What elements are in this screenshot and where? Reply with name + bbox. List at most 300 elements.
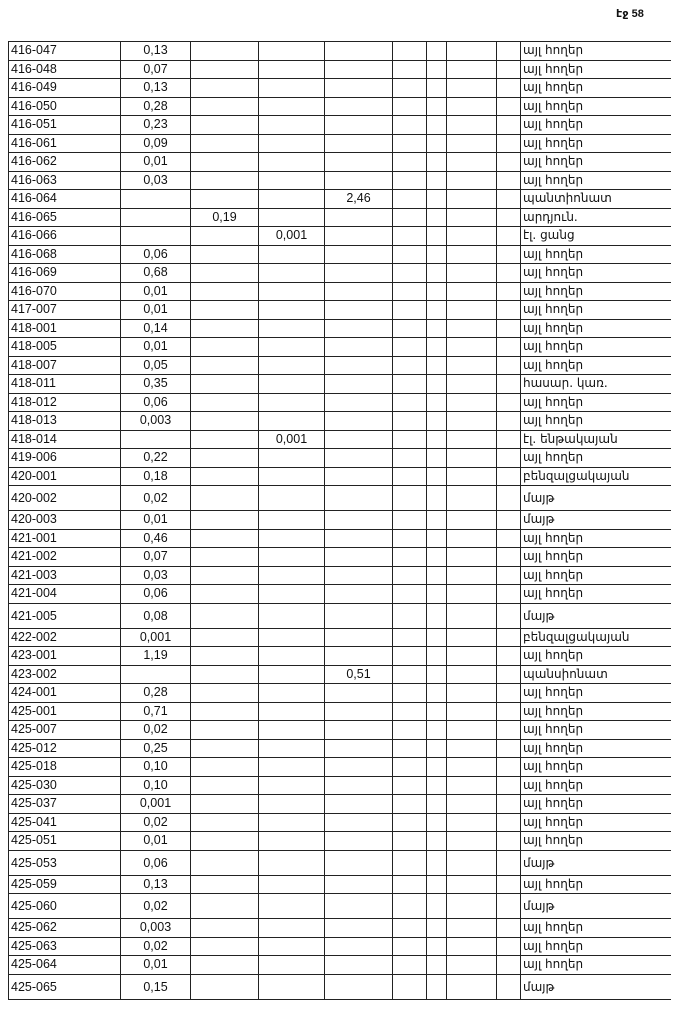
area-col-3-cell [259, 486, 325, 511]
empty-cell [427, 412, 447, 431]
parcel-code-cell: 416-062 [9, 153, 121, 172]
parcel-code-cell: 416-066 [9, 227, 121, 246]
land-use-cell: այլ հողեր [521, 758, 671, 777]
area-col-3-cell [259, 702, 325, 721]
area-col-4-cell [325, 116, 393, 135]
land-use-cell: այլ հողեր [521, 795, 671, 814]
empty-cell [497, 702, 521, 721]
area-col-3-cell [259, 301, 325, 320]
area-col-2-cell [191, 393, 259, 412]
empty-cell [393, 430, 427, 449]
area-col-2-cell [191, 116, 259, 135]
empty-cell [447, 486, 497, 511]
empty-cell [393, 356, 427, 375]
empty-cell [427, 665, 447, 684]
table-row [9, 42, 671, 61]
table-row [9, 356, 671, 375]
empty-cell [447, 628, 497, 647]
land-use-cell: հասար. կառ. [521, 375, 671, 394]
empty-cell [447, 227, 497, 246]
area-col-1-cell: 0,02 [121, 486, 191, 511]
table-row [9, 702, 671, 721]
empty-cell [447, 665, 497, 684]
empty-cell [427, 603, 447, 628]
table-row [9, 832, 671, 851]
area-col-2-cell [191, 603, 259, 628]
area-col-4-cell [325, 79, 393, 98]
parcel-code-cell: 417-007 [9, 301, 121, 320]
empty-cell [497, 375, 521, 394]
land-use-cell: այլ հողեր [521, 338, 671, 357]
table-row [9, 430, 671, 449]
area-col-3-cell [259, 875, 325, 894]
empty-cell [497, 647, 521, 666]
empty-cell [393, 449, 427, 468]
empty-cell [447, 795, 497, 814]
area-col-4-cell [325, 412, 393, 431]
area-col-4-cell [325, 282, 393, 301]
table-row [9, 795, 671, 814]
table-row [9, 937, 671, 956]
empty-cell [427, 684, 447, 703]
area-col-4-cell [325, 245, 393, 264]
empty-cell [447, 116, 497, 135]
area-col-4-cell [325, 97, 393, 116]
empty-cell [393, 850, 427, 875]
empty-cell [447, 282, 497, 301]
area-col-3-cell [259, 894, 325, 919]
area-col-4-cell [325, 813, 393, 832]
table-row [9, 511, 671, 530]
land-use-cell: այլ հողեր [521, 412, 671, 431]
empty-cell [447, 338, 497, 357]
area-col-1-cell: 0,01 [121, 153, 191, 172]
land-use-cell: այլ հողեր [521, 171, 671, 190]
area-col-2-cell [191, 566, 259, 585]
area-col-2-cell [191, 585, 259, 604]
land-use-cell: այլ հողեր [521, 919, 671, 938]
empty-cell [393, 647, 427, 666]
empty-cell [447, 190, 497, 209]
area-col-2-cell [191, 338, 259, 357]
area-col-4-cell [325, 356, 393, 375]
area-col-4-cell [325, 60, 393, 79]
parcel-code-cell: 421-005 [9, 603, 121, 628]
empty-cell [427, 79, 447, 98]
land-use-cell: այլ հողեր [521, 153, 671, 172]
area-col-1-cell: 0,02 [121, 937, 191, 956]
area-col-3-cell [259, 393, 325, 412]
area-col-2-cell [191, 647, 259, 666]
parcel-code-cell: 419-006 [9, 449, 121, 468]
area-col-1-cell: 0,01 [121, 282, 191, 301]
area-col-1-cell: 0,03 [121, 171, 191, 190]
area-col-1-cell: 0,28 [121, 684, 191, 703]
empty-cell [393, 486, 427, 511]
area-col-3-cell [259, 264, 325, 283]
empty-cell [497, 529, 521, 548]
parcel-code-cell: 420-001 [9, 467, 121, 486]
empty-cell [427, 301, 447, 320]
area-col-1-cell: 0,003 [121, 412, 191, 431]
empty-cell [393, 412, 427, 431]
empty-cell [447, 566, 497, 585]
table-row [9, 647, 671, 666]
parcel-code-cell: 425-060 [9, 894, 121, 919]
parcel-code-cell: 418-014 [9, 430, 121, 449]
empty-cell [427, 894, 447, 919]
empty-cell [497, 585, 521, 604]
area-col-2-cell [191, 171, 259, 190]
empty-cell [447, 647, 497, 666]
area-col-4-cell [325, 467, 393, 486]
empty-cell [393, 875, 427, 894]
empty-cell [497, 486, 521, 511]
empty-cell [427, 795, 447, 814]
empty-cell [427, 486, 447, 511]
table-row [9, 758, 671, 777]
empty-cell [497, 875, 521, 894]
area-col-3-cell [259, 585, 325, 604]
parcel-code-cell: 416-068 [9, 245, 121, 264]
empty-cell [393, 702, 427, 721]
area-col-4-cell [325, 486, 393, 511]
empty-cell [447, 153, 497, 172]
empty-cell [393, 937, 427, 956]
land-use-cell: այլ հողեր [521, 937, 671, 956]
land-use-cell: այլ հողեր [521, 79, 671, 98]
parcel-code-cell: 425-062 [9, 919, 121, 938]
area-col-1-cell: 0,28 [121, 97, 191, 116]
empty-cell [393, 42, 427, 61]
empty-cell [447, 264, 497, 283]
table-row [9, 227, 671, 246]
table-row [9, 208, 671, 227]
empty-cell [497, 282, 521, 301]
area-col-2-cell [191, 795, 259, 814]
table-row [9, 603, 671, 628]
parcel-code-cell: 425-037 [9, 795, 121, 814]
area-col-1-cell: 0,10 [121, 758, 191, 777]
area-col-1-cell: 0,07 [121, 60, 191, 79]
area-col-3-cell [259, 356, 325, 375]
empty-cell [393, 97, 427, 116]
area-col-4-cell [325, 739, 393, 758]
empty-cell [427, 356, 447, 375]
area-col-4-cell [325, 795, 393, 814]
area-col-4-cell [325, 548, 393, 567]
parcel-code-cell: 421-003 [9, 566, 121, 585]
area-col-1-cell: 0,35 [121, 375, 191, 394]
land-use-cell: այլ հողեր [521, 42, 671, 61]
area-col-3-cell [259, 665, 325, 684]
empty-cell [427, 702, 447, 721]
empty-cell [497, 665, 521, 684]
area-col-3-cell [259, 412, 325, 431]
table-row [9, 134, 671, 153]
empty-cell [393, 776, 427, 795]
area-col-1-cell: 0,23 [121, 116, 191, 135]
area-col-2-cell [191, 153, 259, 172]
area-col-2-cell [191, 449, 259, 468]
land-use-cell: այլ հողեր [521, 116, 671, 135]
empty-cell [427, 739, 447, 758]
area-col-4-cell [325, 264, 393, 283]
area-col-3-cell: 0,001 [259, 227, 325, 246]
area-col-1-cell: 0,13 [121, 42, 191, 61]
empty-cell [447, 430, 497, 449]
area-col-2-cell [191, 758, 259, 777]
area-col-3-cell [259, 603, 325, 628]
area-col-3-cell [259, 245, 325, 264]
empty-cell [447, 739, 497, 758]
area-col-1-cell: 1,19 [121, 647, 191, 666]
parcel-code-cell: 425-018 [9, 758, 121, 777]
empty-cell [393, 684, 427, 703]
area-col-2-cell [191, 356, 259, 375]
area-col-2-cell [191, 42, 259, 61]
empty-cell [393, 319, 427, 338]
empty-cell [497, 245, 521, 264]
area-col-3-cell [259, 647, 325, 666]
table-row [9, 338, 671, 357]
empty-cell [393, 264, 427, 283]
land-use-cell: այլ հողեր [521, 684, 671, 703]
empty-cell [393, 832, 427, 851]
area-col-2-cell [191, 684, 259, 703]
empty-cell [447, 721, 497, 740]
area-col-1-cell: 0,03 [121, 566, 191, 585]
area-col-4-cell [325, 319, 393, 338]
empty-cell [447, 832, 497, 851]
area-col-4-cell: 0,51 [325, 665, 393, 684]
empty-cell [497, 937, 521, 956]
empty-cell [447, 974, 497, 999]
area-col-2-cell [191, 301, 259, 320]
area-col-2-cell [191, 486, 259, 511]
area-col-4-cell [325, 875, 393, 894]
empty-cell [497, 850, 521, 875]
area-col-1-cell: 0,13 [121, 875, 191, 894]
table-row [9, 721, 671, 740]
parcel-code-cell: 416-064 [9, 190, 121, 209]
parcel-code-cell: 416-047 [9, 42, 121, 61]
empty-cell [427, 282, 447, 301]
empty-cell [447, 60, 497, 79]
area-col-2-cell [191, 665, 259, 684]
empty-cell [427, 430, 447, 449]
table-row [9, 153, 671, 172]
empty-cell [497, 60, 521, 79]
land-use-cell: այլ հողեր [521, 566, 671, 585]
area-col-2-cell [191, 702, 259, 721]
parcel-code-cell: 425-053 [9, 850, 121, 875]
empty-cell [497, 449, 521, 468]
area-col-1-cell [121, 430, 191, 449]
parcel-code-cell: 418-001 [9, 319, 121, 338]
empty-cell [447, 603, 497, 628]
area-col-4-cell [325, 758, 393, 777]
land-use-cell: էլ. ենթակայան [521, 430, 671, 449]
empty-cell [427, 566, 447, 585]
area-col-1-cell: 0,06 [121, 393, 191, 412]
parcel-code-cell: 418-007 [9, 356, 121, 375]
area-col-3-cell [259, 956, 325, 975]
empty-cell [497, 721, 521, 740]
empty-cell [427, 919, 447, 938]
parcel-code-cell: 423-001 [9, 647, 121, 666]
area-col-3-cell [259, 684, 325, 703]
empty-cell [427, 449, 447, 468]
empty-cell [447, 467, 497, 486]
empty-cell [427, 60, 447, 79]
empty-cell [497, 684, 521, 703]
empty-cell [497, 956, 521, 975]
area-col-3-cell [259, 566, 325, 585]
table-body [9, 42, 671, 1000]
empty-cell [497, 134, 521, 153]
empty-cell [427, 393, 447, 412]
area-col-4-cell [325, 449, 393, 468]
area-col-4-cell [325, 393, 393, 412]
empty-cell [497, 171, 521, 190]
parcel-code-cell: 416-051 [9, 116, 121, 135]
empty-cell [497, 548, 521, 567]
area-col-2-cell [191, 412, 259, 431]
empty-cell [393, 116, 427, 135]
empty-cell [427, 375, 447, 394]
empty-cell [497, 467, 521, 486]
area-col-4-cell [325, 850, 393, 875]
area-col-4-cell [325, 566, 393, 585]
area-col-2-cell [191, 529, 259, 548]
area-col-1-cell: 0,06 [121, 850, 191, 875]
area-col-4-cell [325, 974, 393, 999]
table-row [9, 813, 671, 832]
table-row [9, 264, 671, 283]
parcel-code-cell: 420-003 [9, 511, 121, 530]
empty-cell [393, 190, 427, 209]
table-row [9, 665, 671, 684]
parcel-code-cell: 416-070 [9, 282, 121, 301]
area-col-4-cell [325, 628, 393, 647]
table-row [9, 776, 671, 795]
area-col-3-cell [259, 529, 325, 548]
empty-cell [447, 850, 497, 875]
area-col-3-cell [259, 850, 325, 875]
area-col-2-cell [191, 832, 259, 851]
land-use-cell: այլ հողեր [521, 529, 671, 548]
empty-cell [447, 548, 497, 567]
empty-cell [497, 153, 521, 172]
land-use-cell: այլ հողեր [521, 702, 671, 721]
area-col-2-cell [191, 894, 259, 919]
empty-cell [447, 449, 497, 468]
area-col-2-cell [191, 919, 259, 938]
empty-cell [447, 702, 497, 721]
empty-cell [497, 356, 521, 375]
page-number: էջ 58 [616, 8, 644, 20]
parcel-code-cell: 421-004 [9, 585, 121, 604]
area-col-1-cell: 0,18 [121, 467, 191, 486]
area-col-3-cell [259, 319, 325, 338]
table-row [9, 684, 671, 703]
parcel-code-cell: 416-063 [9, 171, 121, 190]
area-col-4-cell [325, 338, 393, 357]
area-col-3-cell [259, 628, 325, 647]
empty-cell [497, 739, 521, 758]
empty-cell [427, 264, 447, 283]
table-row [9, 190, 671, 209]
empty-cell [497, 42, 521, 61]
area-col-3-cell [259, 190, 325, 209]
area-col-2-cell [191, 937, 259, 956]
empty-cell [497, 919, 521, 938]
empty-cell [427, 974, 447, 999]
empty-cell [427, 758, 447, 777]
area-col-2-cell [191, 721, 259, 740]
empty-cell [447, 684, 497, 703]
area-col-3-cell [259, 153, 325, 172]
empty-cell [497, 79, 521, 98]
empty-cell [447, 919, 497, 938]
area-col-2-cell [191, 850, 259, 875]
table-row [9, 301, 671, 320]
empty-cell [497, 628, 521, 647]
area-col-3-cell [259, 282, 325, 301]
area-col-2-cell [191, 60, 259, 79]
area-col-4-cell [325, 603, 393, 628]
area-col-3-cell [259, 813, 325, 832]
empty-cell [393, 227, 427, 246]
area-col-4-cell [325, 585, 393, 604]
empty-cell [393, 301, 427, 320]
empty-cell [427, 153, 447, 172]
land-use-cell: այլ հողեր [521, 245, 671, 264]
area-col-2-cell [191, 548, 259, 567]
empty-cell [497, 832, 521, 851]
area-col-3-cell [259, 776, 325, 795]
table-row [9, 850, 671, 875]
table-row [9, 97, 671, 116]
parcel-code-cell: 418-005 [9, 338, 121, 357]
area-col-1-cell: 0,01 [121, 338, 191, 357]
land-use-cell: այլ հողեր [521, 449, 671, 468]
area-col-2-cell [191, 134, 259, 153]
empty-cell [497, 603, 521, 628]
land-use-cell: այլ հողեր [521, 301, 671, 320]
table-row [9, 486, 671, 511]
empty-cell [447, 937, 497, 956]
parcel-code-cell: 416-069 [9, 264, 121, 283]
parcel-code-cell: 425-041 [9, 813, 121, 832]
empty-cell [447, 511, 497, 530]
area-col-3-cell [259, 974, 325, 999]
empty-cell [497, 776, 521, 795]
area-col-4-cell [325, 208, 393, 227]
area-col-3-cell [259, 919, 325, 938]
area-col-1-cell: 0,14 [121, 319, 191, 338]
land-use-cell: այլ հողեր [521, 282, 671, 301]
area-col-1-cell [121, 227, 191, 246]
empty-cell [393, 153, 427, 172]
empty-cell [393, 665, 427, 684]
parcel-code-cell: 416-050 [9, 97, 121, 116]
land-parcel-table [8, 41, 671, 1000]
empty-cell [447, 894, 497, 919]
empty-cell [447, 776, 497, 795]
empty-cell [427, 227, 447, 246]
